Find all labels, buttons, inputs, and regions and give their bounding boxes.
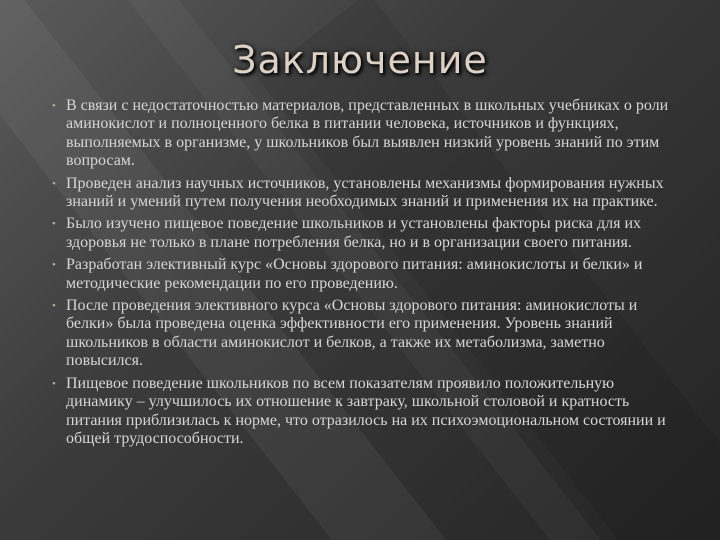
list-item [50, 97, 678, 171]
list-item-text: После проведения элективного курса «Основы здорового питания: аминокислоты и белки» была проведена оценка эффективности его применения. Уровень знаний школьников в области аминокислот и белков, а также их метаболизма, заметно повысился. [66, 297, 638, 370]
list-item-text: Было изучено пищевое поведение школьников и установлены факторы риска для их здоровья не только в плане потребления белка, но и в организации своего питания. [66, 215, 642, 251]
bullet-icon: • [52, 259, 56, 272]
list-item [50, 175, 678, 212]
bullet-icon: • [52, 100, 56, 112]
list-item-text: Разработан элективный курс «Основы здорового питания: аминокислоты и белки» и методические рекомендации по его проведению. [66, 256, 643, 292]
list-item [50, 375, 678, 449]
bullet-icon: • [52, 218, 56, 231]
list-item-text: В связи с недостаточностью материалов, представленных в школьных учебниках о роли аминокислот и полноценного белка в питании человека, источников и функциях, выполняемых в организме, у школьников был выявлен низкий уровень знаний по этим вопросам. [66, 97, 669, 170]
bullet-icon: • [52, 300, 56, 313]
list-item-text: Проведен анализ научных источников, установлены механизмы формирования нужных знаний и умений путем получения необходимых знаний и применения их на практике. [66, 174, 664, 211]
list-item [50, 215, 678, 252]
bullet-icon: • [52, 177, 56, 190]
bullet-list [50, 97, 678, 452]
bullet-icon: • [52, 377, 56, 390]
slide-title: Заключение [232, 38, 488, 82]
list-item [50, 297, 678, 371]
list-item-text: Пищевое поведение школьников по всем показателям проявило положительную динамику – улучшилось их отношение к завтраку, школьной столовой и кратность питания приблизилась к норме, что отразилось на их психоэмоциональном состоянии и общей трудоспособности. [66, 374, 666, 447]
list-item [50, 256, 678, 293]
